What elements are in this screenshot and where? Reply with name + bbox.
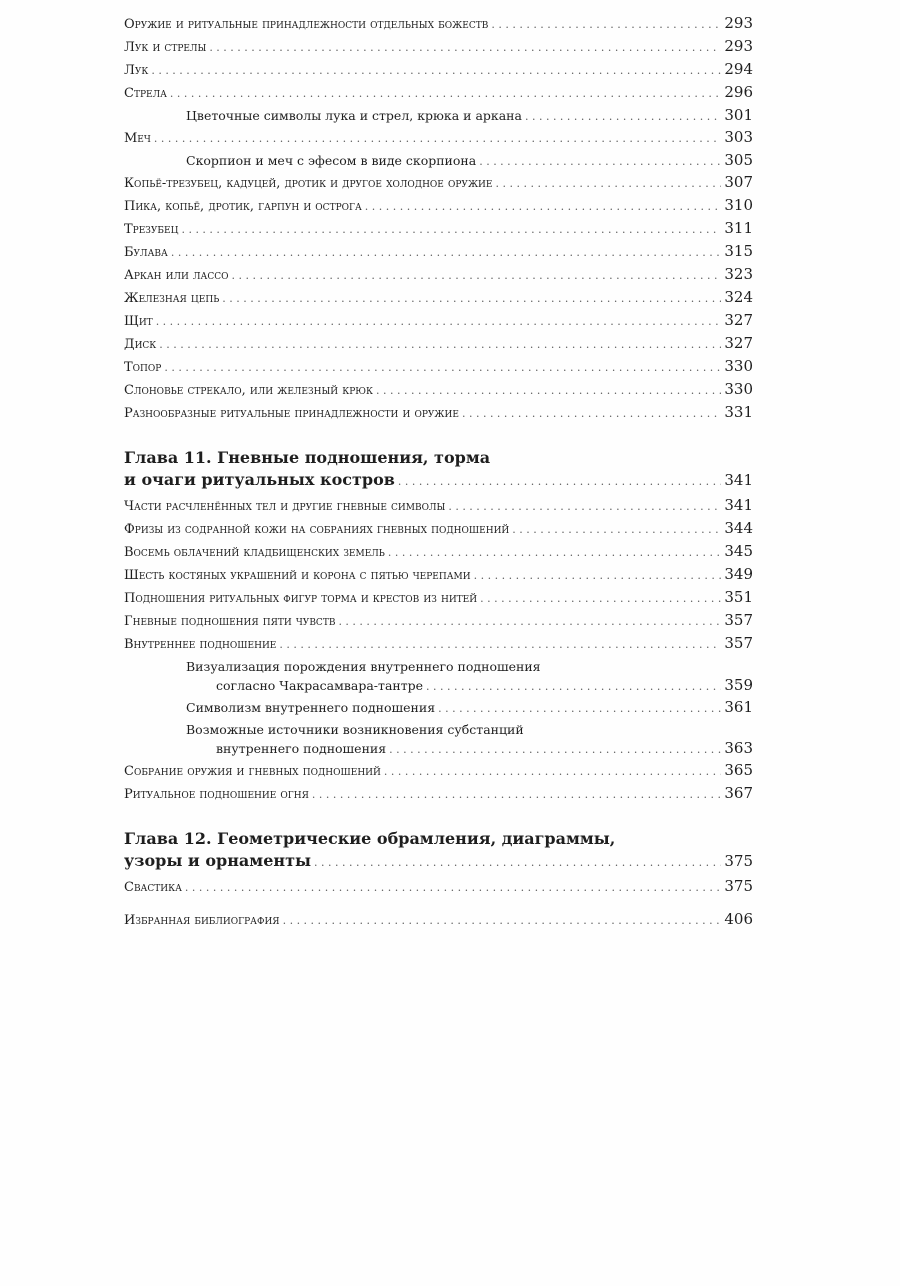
leader-dots <box>376 384 721 397</box>
toc-entry[interactable] <box>124 14 753 37</box>
toc-entry-title: Шесть костяных украшений и корона с пятью черепами <box>124 568 471 583</box>
toc-entry-title: Свастика <box>124 880 182 895</box>
toc-entry-page: 357 <box>724 634 753 652</box>
toc-entry-title: Цветочные символы лука и стрел, крюка и аркана <box>186 108 522 123</box>
toc-chapter-11 <box>124 446 753 807</box>
toc-entry-page: 310 <box>724 196 753 214</box>
leader-dots <box>185 881 721 894</box>
toc-entry[interactable] <box>124 565 753 588</box>
toc-entry[interactable] <box>124 219 753 242</box>
toc-entry-page: 323 <box>724 265 753 283</box>
toc-entry[interactable] <box>124 334 753 357</box>
toc-entry-page: 357 <box>724 611 753 629</box>
toc-entry[interactable] <box>124 380 753 403</box>
toc-entry[interactable] <box>124 761 753 784</box>
toc-entry-title: Скорпион и меч с эфесом в виде скорпиона <box>186 153 477 168</box>
toc-subentry-line1: Визуализация порождения внутреннего подношения <box>186 659 541 674</box>
leader-dots <box>159 338 721 351</box>
toc-entry[interactable] <box>124 542 753 565</box>
toc-entry-page: 351 <box>724 588 753 606</box>
toc-entry-title: Слоновье стрекало, или железный крюк <box>124 383 374 398</box>
leader-dots <box>181 223 721 236</box>
toc-entry-page: 293 <box>724 14 753 32</box>
toc-entry-title: Собрание оружия и гневных подношений <box>124 764 381 779</box>
toc-entry-title: Топор <box>124 360 162 375</box>
toc-entry-title: Фризы из содранной кожи на собраниях гневных подношений <box>124 522 510 537</box>
leader-dots <box>525 110 721 123</box>
leader-dots <box>209 41 721 54</box>
leader-dots <box>495 177 721 190</box>
toc-entry[interactable] <box>124 496 753 519</box>
toc-entry-page: 330 <box>724 380 753 398</box>
toc-entry-title: Пика, копьё, дротик, гарпун и острога <box>124 199 362 214</box>
leader-dots <box>388 546 722 559</box>
toc-entry-title: Диск <box>124 337 157 352</box>
toc-entry-title: Железная цепь <box>124 291 220 306</box>
toc-entry-title: Символизм внутреннего подношения <box>186 700 436 715</box>
leader-dots <box>389 743 721 756</box>
leader-dots <box>512 523 721 536</box>
toc-subentry-line2-row <box>186 739 753 761</box>
toc-entry[interactable] <box>124 196 753 219</box>
toc-entry-title: Аркан или лассо <box>124 268 229 283</box>
toc-entry-page: 359 <box>724 676 753 694</box>
leader-dots <box>474 569 722 582</box>
leader-dots <box>448 500 721 513</box>
toc-entry-title: Стрела <box>124 86 167 101</box>
toc-entry-page: 349 <box>724 565 753 583</box>
toc-section-weapons <box>124 14 753 426</box>
leader-dots <box>338 615 721 628</box>
toc-entry-title: Избранная библиография <box>124 913 280 928</box>
leader-dots <box>365 200 722 213</box>
toc-subentry-line2: внутреннего подношения <box>216 741 387 756</box>
toc-entry[interactable] <box>124 519 753 542</box>
toc-entry-page: 315 <box>724 242 753 260</box>
toc-entry[interactable] <box>124 311 753 334</box>
toc-entry-page: 363 <box>724 739 753 757</box>
toc-entry[interactable] <box>124 60 753 83</box>
leader-dots <box>279 638 721 651</box>
toc-entry-title: Подношения ритуальных фигур торма и крестов из нитей <box>124 591 478 606</box>
toc-entry-page: 365 <box>724 761 753 779</box>
toc-entry-page: 330 <box>724 357 753 375</box>
toc-entry[interactable] <box>124 403 753 426</box>
leader-dots <box>426 680 721 693</box>
toc-subentry-line2: согласно Чакрасамвара-тантре <box>216 678 424 693</box>
toc-entry-page: 345 <box>724 542 753 560</box>
toc-subentry-line2-row <box>186 676 753 698</box>
toc-entry-page: 324 <box>724 288 753 306</box>
toc-entry-page: 367 <box>724 784 753 802</box>
toc-entry-title: Восемь облачений кладбищенских земель <box>124 545 385 560</box>
chapter-heading-line2: и очаги ритуальных костров <box>124 470 395 489</box>
toc-entry[interactable] <box>124 37 753 60</box>
toc-entry-page: 327 <box>724 311 753 329</box>
toc-entry[interactable] <box>124 877 753 900</box>
toc-entry-title: Гневные подношения пяти чувств <box>124 614 336 629</box>
toc-entry-title: Копьё-трезубец, кадуцей, дротик и другое холодное оружие <box>124 176 493 191</box>
chapter-heading-line2: узоры и орнаменты <box>124 851 312 870</box>
toc-subentry[interactable] <box>124 698 753 720</box>
leader-dots <box>438 702 721 715</box>
toc-chapter-12 <box>124 827 753 900</box>
toc-subentry-line1: Возможные источники возникновения субстанций <box>186 722 524 737</box>
toc-entry-title: Внутреннее подношение <box>124 637 277 652</box>
toc-entry[interactable] <box>124 173 753 196</box>
toc-entry[interactable] <box>124 83 753 106</box>
toc-entry[interactable] <box>124 357 753 380</box>
toc-entry-page: 327 <box>724 334 753 352</box>
toc-entry-bibliography[interactable] <box>124 910 753 933</box>
toc-entry[interactable] <box>124 288 753 311</box>
toc-entry-title: Трезубец <box>124 222 179 237</box>
toc-subentry[interactable] <box>124 106 753 128</box>
toc-entry-page: 311 <box>724 219 753 237</box>
toc-entry-title: Разнообразные ритуальные принадлежности и оружие <box>124 406 459 421</box>
toc-entry[interactable] <box>124 784 753 807</box>
chapter-heading[interactable] <box>124 851 753 877</box>
table-of-contents <box>124 14 753 933</box>
toc-entry[interactable] <box>124 265 753 288</box>
toc-entry-page: 361 <box>724 698 753 716</box>
toc-entry-page: 307 <box>724 173 753 191</box>
chapter-page: 341 <box>724 471 753 489</box>
leader-dots <box>312 788 721 801</box>
toc-entry-title: Части расчленённых тел и другие гневные символы <box>124 499 446 514</box>
toc-entry-page: 305 <box>724 151 753 169</box>
leader-dots <box>170 87 721 100</box>
leader-dots <box>479 155 721 168</box>
leader-dots <box>491 18 721 31</box>
chapter-heading-line1[interactable]: Глава 12. Геометрические обрамления, диаграммы, <box>124 829 616 848</box>
toc-entry-page: 375 <box>724 877 753 895</box>
leader-dots <box>164 361 721 374</box>
toc-entry-page: 293 <box>724 37 753 55</box>
toc-entry-page: 294 <box>724 60 753 78</box>
leader-dots <box>151 64 721 77</box>
leader-dots <box>314 856 721 869</box>
toc-entry-title: Булава <box>124 245 168 260</box>
toc-entry[interactable] <box>124 634 753 657</box>
toc-entry-page: 341 <box>724 496 753 514</box>
toc-subentry[interactable] <box>124 151 753 173</box>
leader-dots <box>480 592 721 605</box>
leader-dots <box>231 269 721 282</box>
toc-subentry[interactable] <box>124 720 753 761</box>
toc-entry-page: 331 <box>724 403 753 421</box>
leader-dots <box>154 132 722 145</box>
leader-dots <box>283 914 722 927</box>
toc-entry[interactable] <box>124 128 753 151</box>
toc-entry-title: Меч <box>124 131 151 146</box>
chapter-heading-line1[interactable]: Глава 11. Гневные подношения, торма <box>124 448 491 467</box>
toc-entry-page: 303 <box>724 128 753 146</box>
toc-entry-title: Лук <box>124 63 149 78</box>
leader-dots <box>398 475 721 488</box>
toc-entry-page: 344 <box>724 519 753 537</box>
toc-entry-page: 296 <box>724 83 753 101</box>
toc-entry[interactable] <box>124 588 753 611</box>
toc-entry-title: Оружие и ритуальные принадлежности отдельных божеств <box>124 17 489 32</box>
chapter-heading[interactable] <box>124 470 753 496</box>
leader-dots <box>171 246 722 259</box>
toc-entry-page: 406 <box>724 910 753 928</box>
toc-entry-title: Лук и стрелы <box>124 40 207 55</box>
leader-dots <box>462 407 721 420</box>
toc-entry[interactable] <box>124 611 753 634</box>
toc-entry[interactable] <box>124 242 753 265</box>
toc-entry-page: 301 <box>724 106 753 124</box>
leader-dots <box>384 765 721 778</box>
chapter-page: 375 <box>724 852 753 870</box>
toc-entry-title: Ритуальное подношение огня <box>124 787 309 802</box>
toc-subentry[interactable] <box>124 657 753 698</box>
toc-entry-title: Щит <box>124 314 153 329</box>
leader-dots <box>222 292 721 305</box>
leader-dots <box>156 315 722 328</box>
